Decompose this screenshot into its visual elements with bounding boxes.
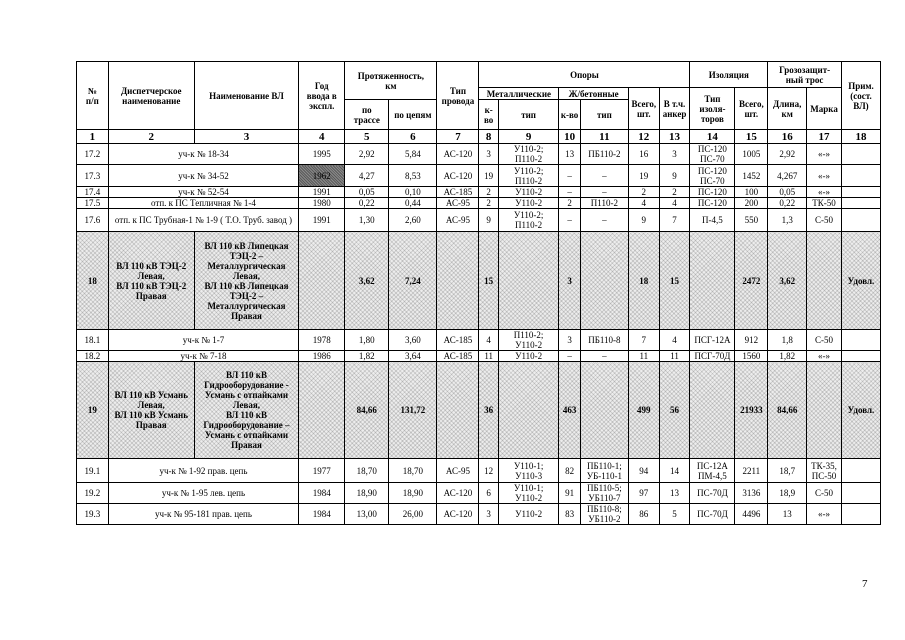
header-conc-type: тип: [580, 100, 628, 130]
ground-wire-length: 18,9: [768, 483, 807, 504]
ground-wire-length: 18,7: [768, 459, 807, 483]
insulator-total: 1560: [735, 351, 768, 362]
header-metal-count: к-во: [479, 100, 498, 130]
wire-type: АС-185: [437, 351, 479, 362]
concrete-count: 3: [559, 330, 581, 351]
supports-total: 19: [628, 165, 659, 187]
concrete-type: ПБ110-1; УБ-110-1: [580, 459, 628, 483]
year-cell: 1984: [299, 504, 345, 525]
row-number: 18: [77, 232, 109, 330]
column-numbers-row: [77, 130, 881, 144]
table-row: [77, 144, 881, 165]
supports-total: 499: [628, 362, 659, 459]
segment-name: уч-к № 95-181 прав. цепь: [108, 504, 298, 525]
metal-count: 3: [479, 144, 498, 165]
header-num: № п/п: [77, 62, 109, 130]
metal-type: У110-1; У110-2: [498, 483, 558, 504]
concrete-count: 13: [559, 144, 581, 165]
header-total-pcs: Всего, шт.: [628, 88, 659, 130]
header-gw-brand: Марка: [807, 88, 842, 130]
ground-wire-brand: С-50: [807, 209, 842, 232]
dispatch-name: ВЛ 110 кВ ТЭЦ-2 Левая, ВЛ 110 кВ ТЭЦ-2 Правая: [108, 232, 194, 330]
wire-type: АС-185: [437, 187, 479, 198]
length-chains: 26,00: [389, 504, 437, 525]
wire-type: АС-120: [437, 144, 479, 165]
metal-type: П110-2; У110-2: [498, 330, 558, 351]
header-conc-count: к-во: [559, 100, 581, 130]
supports-total: 11: [628, 351, 659, 362]
supports-total: 9: [628, 209, 659, 232]
note-cell: [841, 351, 880, 362]
row-number: 19: [77, 362, 109, 459]
insulator-type: ПС-120 ПС-70: [690, 165, 735, 187]
wire-type: АС-95: [437, 198, 479, 209]
table-row: [77, 504, 881, 525]
length-route: 1,80: [345, 330, 389, 351]
column-number: 14: [690, 130, 735, 144]
metal-type: У110-2: [498, 351, 558, 362]
segment-name: уч-к № 7-18: [108, 351, 298, 362]
column-number: 7: [437, 130, 479, 144]
metal-type: [498, 232, 558, 330]
wire-type: АС-95: [437, 459, 479, 483]
concrete-type: –: [580, 351, 628, 362]
ground-wire-brand: [807, 232, 842, 330]
wire-type: АС-120: [437, 483, 479, 504]
length-chains: 3,60: [389, 330, 437, 351]
segment-name: отп. к ПС Трубная-1 № 1-9 ( Т.О. Труб. завод ): [108, 209, 298, 232]
ground-wire-length: 0,22: [768, 198, 807, 209]
row-number: 19.1: [77, 459, 109, 483]
anchor-count: 11: [659, 351, 690, 362]
concrete-count: 82: [559, 459, 581, 483]
concrete-type: [580, 362, 628, 459]
concrete-count: –: [559, 351, 581, 362]
ground-wire-brand: С-50: [807, 483, 842, 504]
insulator-total: 2211: [735, 459, 768, 483]
segment-name: уч-к № 1-95 лев. цепь: [108, 483, 298, 504]
note-cell: [841, 165, 880, 187]
ground-wire-length: 4,267: [768, 165, 807, 187]
column-number: 4: [299, 130, 345, 144]
ground-wire-length: 2,92: [768, 144, 807, 165]
supports-total: 2: [628, 187, 659, 198]
ground-wire-length: 84,66: [768, 362, 807, 459]
row-number: 17.6: [77, 209, 109, 232]
year-cell: 1977: [299, 459, 345, 483]
row-number: 19.3: [77, 504, 109, 525]
segment-name: уч-к № 52-54: [108, 187, 298, 198]
insulator-total: 550: [735, 209, 768, 232]
vl-name: ВЛ 110 кВ Липецкая ТЭЦ-2 – Металлургическая Левая, ВЛ 110 кВ Липецкая ТЭЦ-2 – Металлургическая Правая: [194, 232, 298, 330]
metal-count: 3: [479, 504, 498, 525]
header-supports: Опоры: [479, 62, 690, 88]
ground-wire-length: 1,82: [768, 351, 807, 362]
column-number: 18: [841, 130, 880, 144]
length-route: 1,82: [345, 351, 389, 362]
header-insulation: Изоляция: [690, 62, 768, 88]
insulator-type: П-4,5: [690, 209, 735, 232]
length-route: 3,62: [345, 232, 389, 330]
year-cell: 1984: [299, 483, 345, 504]
metal-type: У110-2; П110-2: [498, 144, 558, 165]
header-vl-name: Наименование ВЛ: [194, 62, 298, 130]
metal-count: 12: [479, 459, 498, 483]
wire-type: АС-95: [437, 209, 479, 232]
ground-wire-brand: «-»: [807, 351, 842, 362]
header-ins-total: Всего, шт.: [735, 88, 768, 130]
insulator-type: ПС-120: [690, 187, 735, 198]
column-number: 15: [735, 130, 768, 144]
column-number: 12: [628, 130, 659, 144]
section-row: [77, 232, 881, 330]
metal-count: 2: [479, 198, 498, 209]
row-number: 17.5: [77, 198, 109, 209]
length-chains: 131,72: [389, 362, 437, 459]
header-ins-type: Тип изоля- торов: [690, 88, 735, 130]
concrete-type: –: [580, 209, 628, 232]
year-cell: [299, 232, 345, 330]
metal-type: У110-2: [498, 187, 558, 198]
column-number: 16: [768, 130, 807, 144]
table-row: [77, 187, 881, 198]
ground-wire-brand: [807, 362, 842, 459]
table-row: [77, 330, 881, 351]
table-body: [77, 144, 881, 525]
supports-total: 7: [628, 330, 659, 351]
anchor-count: 13: [659, 483, 690, 504]
insulator-total: 4496: [735, 504, 768, 525]
length-route: 13,00: [345, 504, 389, 525]
wire-type: [437, 362, 479, 459]
length-route: 84,66: [345, 362, 389, 459]
metal-count: 4: [479, 330, 498, 351]
ground-wire-brand: «-»: [807, 165, 842, 187]
year-cell: 1962: [299, 165, 345, 187]
note-cell: Удовл.: [841, 362, 880, 459]
column-number: 13: [659, 130, 690, 144]
table-row: [77, 198, 881, 209]
header-length: Протяженность, км: [345, 62, 437, 100]
metal-count: 15: [479, 232, 498, 330]
length-chains: 18,90: [389, 483, 437, 504]
segment-name: уч-к № 34-52: [108, 165, 298, 187]
table-row: [77, 165, 881, 187]
note-cell: [841, 330, 880, 351]
header-ground-wire: Грозозащит- ный трос: [768, 62, 842, 88]
length-route: 4,27: [345, 165, 389, 187]
row-number: 18.1: [77, 330, 109, 351]
length-chains: 5,84: [389, 144, 437, 165]
header-length-chains: по цепям: [389, 100, 437, 130]
column-number: 10: [559, 130, 581, 144]
note-cell: [841, 209, 880, 232]
length-chains: 2,60: [389, 209, 437, 232]
wire-type: АС-120: [437, 504, 479, 525]
anchor-count: 2: [659, 187, 690, 198]
table-row: [77, 351, 881, 362]
supports-total: 4: [628, 198, 659, 209]
ground-wire-length: 13: [768, 504, 807, 525]
note-cell: [841, 483, 880, 504]
header-length-route: по трассе: [345, 100, 389, 130]
anchor-count: 4: [659, 198, 690, 209]
insulator-type: ПС-12А ПМ-4,5: [690, 459, 735, 483]
column-number: 8: [479, 130, 498, 144]
length-chains: 8,53: [389, 165, 437, 187]
ground-wire-brand: С-50: [807, 330, 842, 351]
insulator-total: 100: [735, 187, 768, 198]
header-dispatch-name: Диспетчерское наименование: [108, 62, 194, 130]
ground-wire-brand: «-»: [807, 504, 842, 525]
concrete-type: [580, 232, 628, 330]
segment-name: отп. к ПС Тепличная № 1-4: [108, 198, 298, 209]
metal-count: 11: [479, 351, 498, 362]
wire-type: АС-120: [437, 165, 479, 187]
note-cell: [841, 459, 880, 483]
length-route: 0,05: [345, 187, 389, 198]
insulator-type: ПС-120 ПС-70: [690, 144, 735, 165]
anchor-count: 5: [659, 504, 690, 525]
header-year: Год ввода в экспл.: [299, 62, 345, 130]
note-cell: [841, 504, 880, 525]
year-cell: 1986: [299, 351, 345, 362]
insulator-total: 1005: [735, 144, 768, 165]
concrete-type: ПБ110-5; УБ110-7: [580, 483, 628, 504]
metal-type: У110-2; П110-2: [498, 165, 558, 187]
ground-wire-brand: ТК-50: [807, 198, 842, 209]
column-number: 1: [77, 130, 109, 144]
note-cell: [841, 187, 880, 198]
row-number: 19.2: [77, 483, 109, 504]
length-route: 18,70: [345, 459, 389, 483]
length-chains: 0,44: [389, 198, 437, 209]
length-chains: 18,70: [389, 459, 437, 483]
column-number: 2: [108, 130, 194, 144]
concrete-count: –: [559, 165, 581, 187]
insulator-type: ПС-120: [690, 198, 735, 209]
concrete-count: 91: [559, 483, 581, 504]
wire-type: [437, 232, 479, 330]
ground-wire-brand: «-»: [807, 187, 842, 198]
header-incl-anchor: В т.ч. анкер: [659, 88, 690, 130]
insulator-total: 912: [735, 330, 768, 351]
table-row: [77, 483, 881, 504]
metal-type: У110-2: [498, 198, 558, 209]
length-chains: 0,10: [389, 187, 437, 198]
row-number: 18.2: [77, 351, 109, 362]
insulator-total: 200: [735, 198, 768, 209]
header-metal-type: тип: [498, 100, 558, 130]
concrete-count: 2: [559, 198, 581, 209]
vl-name: ВЛ 110 кВ Гидрооборудование - Усмань с отпайками Левая, ВЛ 110 кВ Гидрооборудование – Усмань с отпайками Правая: [194, 362, 298, 459]
year-cell: 1980: [299, 198, 345, 209]
note-cell: [841, 144, 880, 165]
header-gw-length: Длина, км: [768, 88, 807, 130]
table-row: [77, 459, 881, 483]
metal-type: У110-1; У110-3: [498, 459, 558, 483]
column-number: 5: [345, 130, 389, 144]
ground-wire-length: 3,62: [768, 232, 807, 330]
insulator-type: ПСГ-70Д: [690, 351, 735, 362]
length-chains: 3,64: [389, 351, 437, 362]
length-route: 1,30: [345, 209, 389, 232]
ground-wire-brand: ТК-35, ПС-50: [807, 459, 842, 483]
metal-count: 9: [479, 209, 498, 232]
insulator-total: 21933: [735, 362, 768, 459]
row-number: 17.3: [77, 165, 109, 187]
column-number: 17: [807, 130, 842, 144]
length-route: 18,90: [345, 483, 389, 504]
insulator-type: ПС-70Д: [690, 504, 735, 525]
year-cell: 1995: [299, 144, 345, 165]
concrete-count: 83: [559, 504, 581, 525]
supports-total: 16: [628, 144, 659, 165]
concrete-count: –: [559, 187, 581, 198]
concrete-type: –: [580, 165, 628, 187]
insulator-type: [690, 232, 735, 330]
page-number: 7: [862, 578, 868, 590]
supports-total: 18: [628, 232, 659, 330]
anchor-count: 9: [659, 165, 690, 187]
header-note: Прим. (сост. ВЛ): [841, 62, 880, 130]
metal-count: 19: [479, 165, 498, 187]
metal-count: 36: [479, 362, 498, 459]
header-concrete: Ж/бетонные: [559, 88, 629, 100]
anchor-count: 14: [659, 459, 690, 483]
metal-count: 2: [479, 187, 498, 198]
supports-total: 97: [628, 483, 659, 504]
note-cell: Удовл.: [841, 232, 880, 330]
metal-count: 6: [479, 483, 498, 504]
insulator-type: ПСГ-12А: [690, 330, 735, 351]
table-row: [77, 209, 881, 232]
anchor-count: 7: [659, 209, 690, 232]
metal-type: [498, 362, 558, 459]
anchor-count: 3: [659, 144, 690, 165]
segment-name: уч-к № 1-92 прав. цепь: [108, 459, 298, 483]
supports-total: 94: [628, 459, 659, 483]
insulator-total: 2472: [735, 232, 768, 330]
ground-wire-brand: «-»: [807, 144, 842, 165]
column-number: 6: [389, 130, 437, 144]
concrete-type: –: [580, 187, 628, 198]
year-cell: 1978: [299, 330, 345, 351]
ground-wire-length: 1,3: [768, 209, 807, 232]
power-lines-table: [76, 61, 881, 525]
year-cell: 1991: [299, 209, 345, 232]
length-chains: 7,24: [389, 232, 437, 330]
segment-name: уч-к № 18-34: [108, 144, 298, 165]
concrete-count: 3: [559, 232, 581, 330]
column-number: 3: [194, 130, 298, 144]
supports-total: 86: [628, 504, 659, 525]
ground-wire-length: 1,8: [768, 330, 807, 351]
metal-type: У110-2; П110-2: [498, 209, 558, 232]
year-cell: [299, 362, 345, 459]
concrete-type: ПБ110-8; УБ110-2: [580, 504, 628, 525]
anchor-count: 56: [659, 362, 690, 459]
year-cell: 1991: [299, 187, 345, 198]
ground-wire-length: 0,05: [768, 187, 807, 198]
insulator-total: 1452: [735, 165, 768, 187]
row-number: 17.2: [77, 144, 109, 165]
length-route: 0,22: [345, 198, 389, 209]
column-number: 9: [498, 130, 558, 144]
length-route: 2,92: [345, 144, 389, 165]
concrete-count: –: [559, 209, 581, 232]
note-cell: [841, 198, 880, 209]
header-metal: Металлические: [479, 88, 559, 100]
row-number: 17.4: [77, 187, 109, 198]
header-wire-type: Тип провода: [437, 62, 479, 130]
wire-type: АС-185: [437, 330, 479, 351]
insulator-type: [690, 362, 735, 459]
anchor-count: 4: [659, 330, 690, 351]
insulator-total: 3136: [735, 483, 768, 504]
column-number: 11: [580, 130, 628, 144]
metal-type: У110-2: [498, 504, 558, 525]
concrete-count: 463: [559, 362, 581, 459]
anchor-count: 15: [659, 232, 690, 330]
insulator-type: ПС-70Д: [690, 483, 735, 504]
dispatch-name: ВЛ 110 кВ Усмань Левая, ВЛ 110 кВ Усмань Правая: [108, 362, 194, 459]
segment-name: уч-к № 1-7: [108, 330, 298, 351]
concrete-type: ПБ110-2: [580, 144, 628, 165]
section-row: [77, 362, 881, 459]
concrete-type: П110-2: [580, 198, 628, 209]
concrete-type: ПБ110-8: [580, 330, 628, 351]
